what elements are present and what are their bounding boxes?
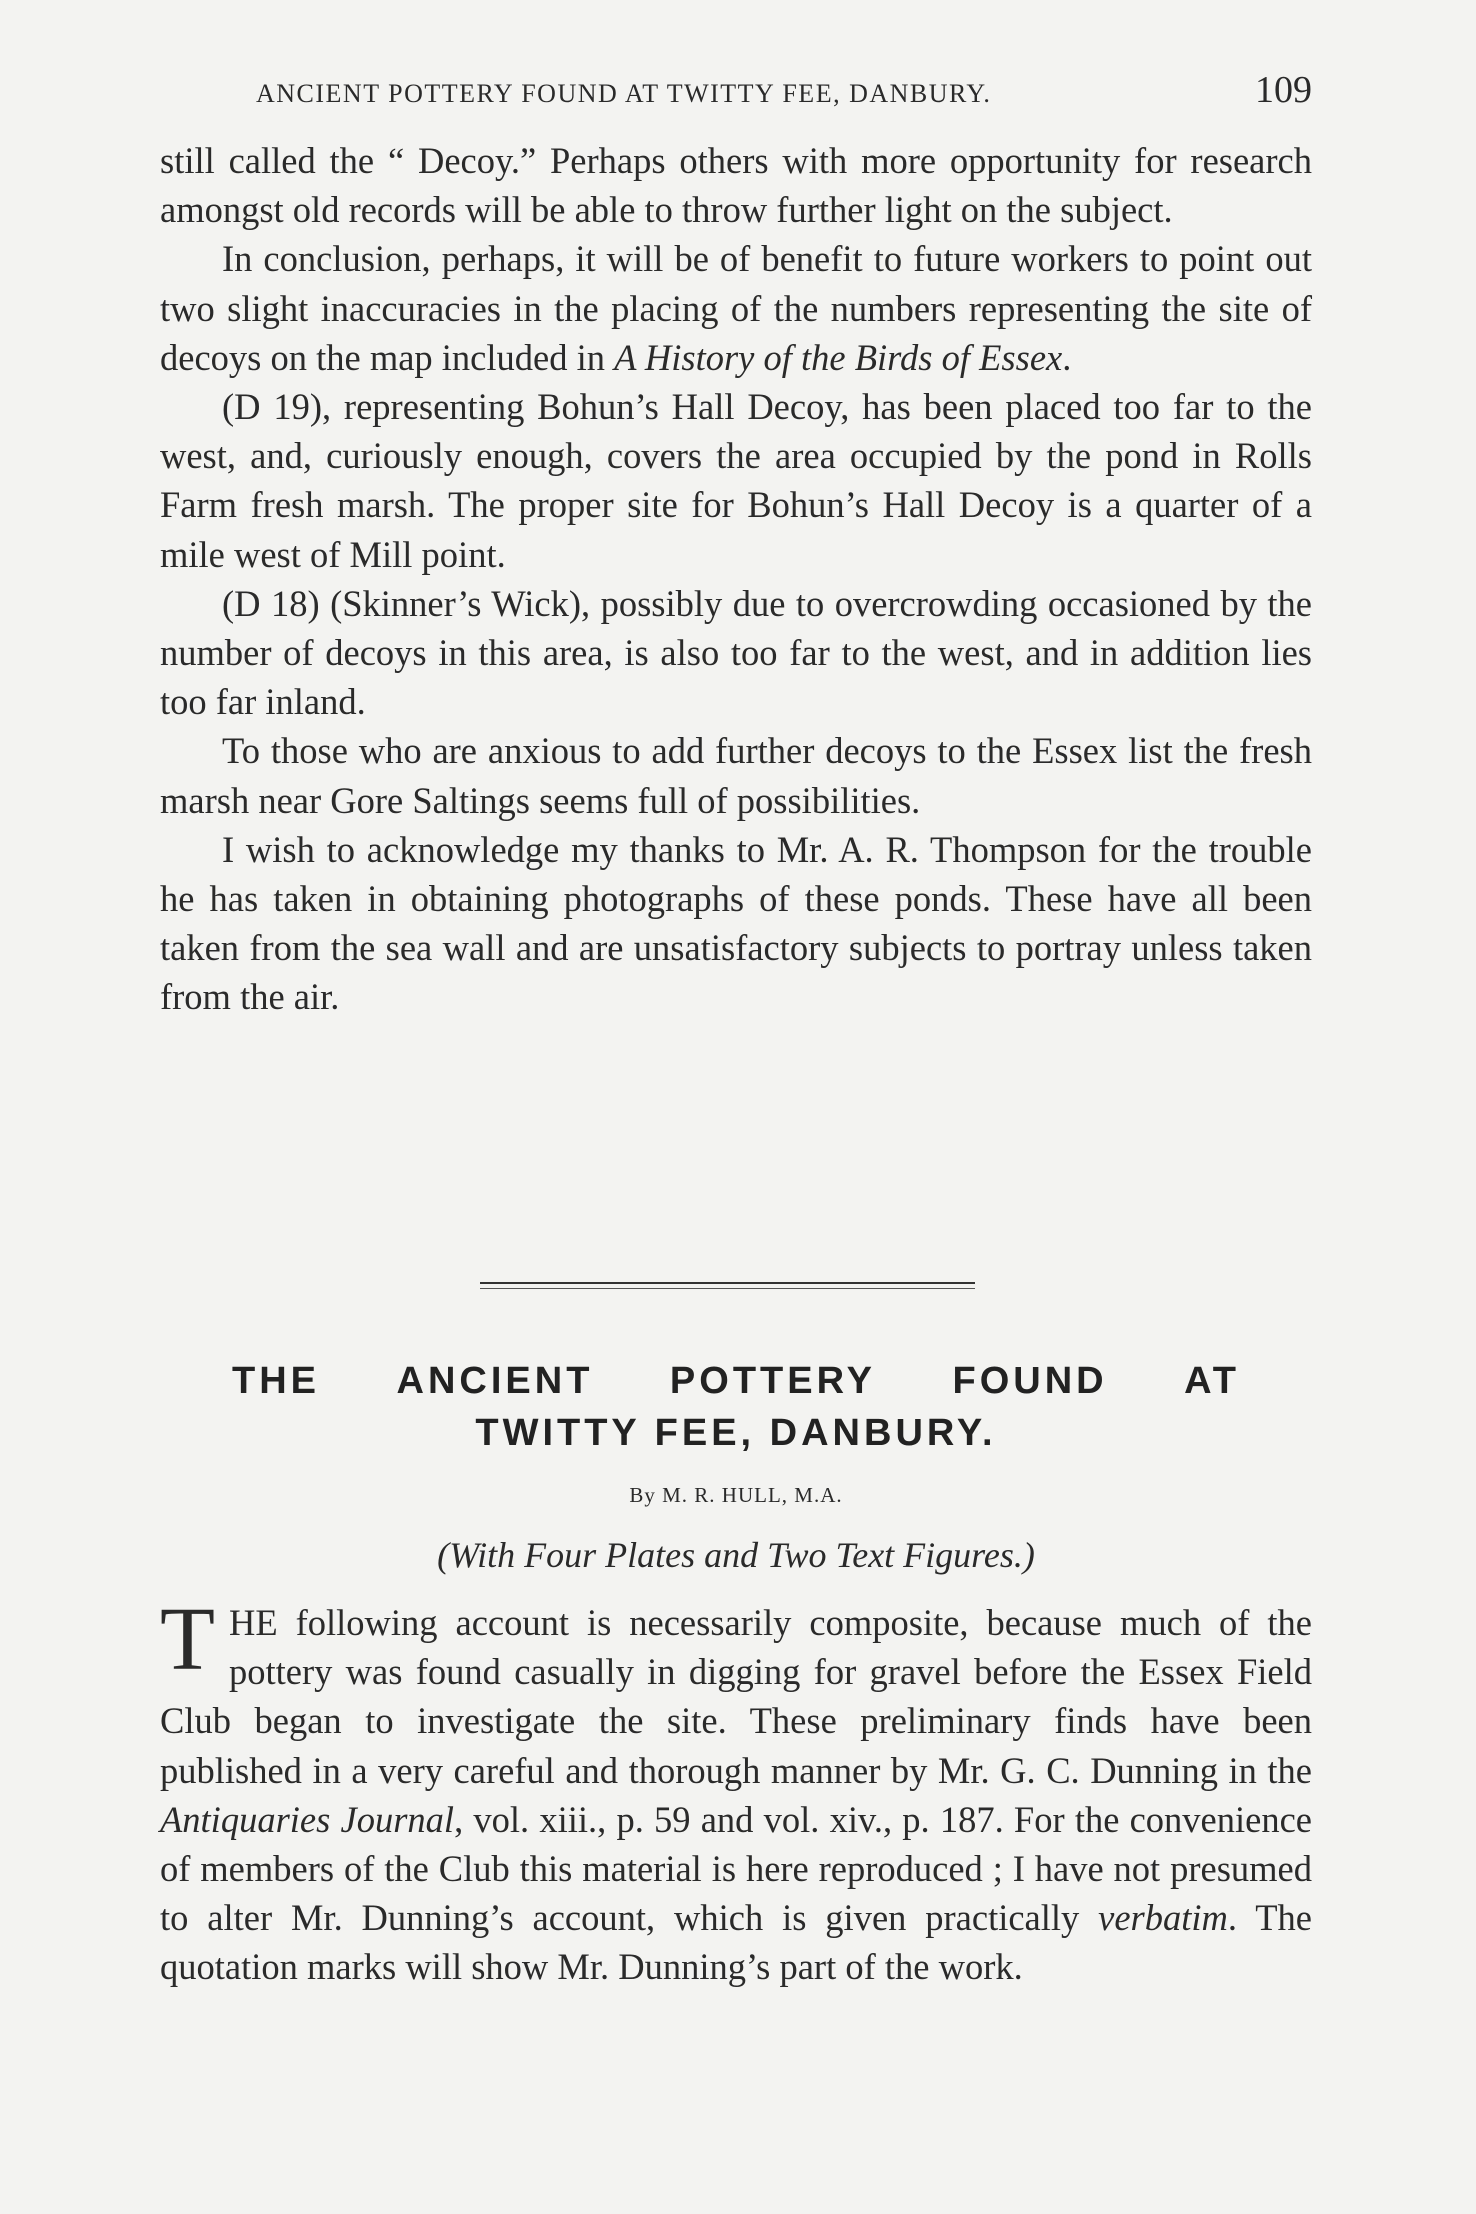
- page: [160, 0, 1312, 2214]
- page-number: 109: [1255, 69, 1312, 111]
- subtitle: (With Four Plates and Two Text Figures.): [437, 1535, 1035, 1575]
- intro-text-2: , vol. xiii., p. 59 and vol. xiv., p. 187. For the convenience of members of the Club this material is here reproduced ; I have not presumed to alter Mr. Dunning’s account, which is given practically: [160, 1798, 1312, 1939]
- article-title-line-1: [160, 1355, 1312, 1407]
- section-divider: [480, 1282, 975, 1289]
- article: [160, 1355, 1312, 1992]
- intro-paragraph: [160, 1590, 1312, 1992]
- title-word: FOUND: [952, 1360, 1108, 1402]
- drop-cap: T: [160, 1590, 215, 1689]
- journal-title: Antiquaries Journal: [160, 1798, 455, 1840]
- title-word: AT: [1184, 1360, 1240, 1402]
- paragraph-5: To those who are anxious to add further decoys to the Essex list the fresh marsh near Gore Saltings seems full of possibilities.: [160, 730, 1312, 821]
- article-title-line-2: TWITTY FEE, DANBURY.: [475, 1412, 997, 1454]
- byline: By M. R. HULL, M.A.: [629, 1483, 843, 1507]
- divider-rule-lower: [480, 1288, 975, 1289]
- title-word: POTTERY: [669, 1360, 876, 1402]
- verbatim-word: verbatim: [1098, 1897, 1228, 1939]
- intro-text-3: . The quotation marks will show Mr. Dunning’s part of the work.: [160, 1897, 1312, 1988]
- divider-rule-upper: [480, 1282, 975, 1284]
- body-text: [160, 136, 1312, 1022]
- intro-text-1: HE following account is necessarily composite, because much of the pottery was found casually in digging for gravel before the Essex Field Club began to investigate the site. These preliminary finds have been published in a very careful and thorough manner by Mr. G. C. Dunning in the: [160, 1602, 1312, 1791]
- running-head-title: ANCIENT POTTERY FOUND AT TWITTY FEE, DANBURY.: [256, 79, 992, 108]
- paragraph-4: (D 18) (Skinner’s Wick), possibly due to overcrowding occasioned by the number of decoys in this area, is also too far to the west, and in addition lies too far inland.: [160, 582, 1312, 723]
- paragraph-2: In conclusion, perhaps, it will be of benefit to future workers to point out two slight inaccuracies in the placing of the numbers representing the site of decoys on the map included in A History of the Birds of Essex.: [160, 238, 1312, 378]
- paragraph-1: still called the “ Decoy.” Perhaps others with more opportunity for research amongst old records will be able to throw further light on the subject.: [160, 140, 1312, 231]
- article-body: [160, 1590, 1312, 1992]
- title-word: THE: [232, 1360, 320, 1402]
- running-head: [256, 68, 1312, 112]
- title-word: ANCIENT: [396, 1360, 594, 1402]
- paragraph-6: I wish to acknowledge my thanks to Mr. A. R. Thompson for the trouble he has taken in obtaining photographs of these ponds. These have all been taken from the sea wall and are unsatisfactory subjects to portray unless taken from the air.: [160, 828, 1312, 1018]
- paragraph-2-text: In conclusion, perhaps, it will be of benefit to future workers to point out two slight inaccuracies in the placing of the numbers representing the site of decoys on the map included in: [160, 238, 1312, 378]
- book-title: A History of the Birds of Essex: [614, 336, 1063, 378]
- article-title: [160, 1355, 1312, 1459]
- paragraph-3: (D 19), representing Bohun’s Hall Decoy, has been placed too far to the west, and, curiously enough, covers the area occupied by the pond in Rolls Farm fresh marsh. The proper site for Bohun’s Hall Decoy is a quarter of a mile west of Mill point.: [160, 386, 1312, 575]
